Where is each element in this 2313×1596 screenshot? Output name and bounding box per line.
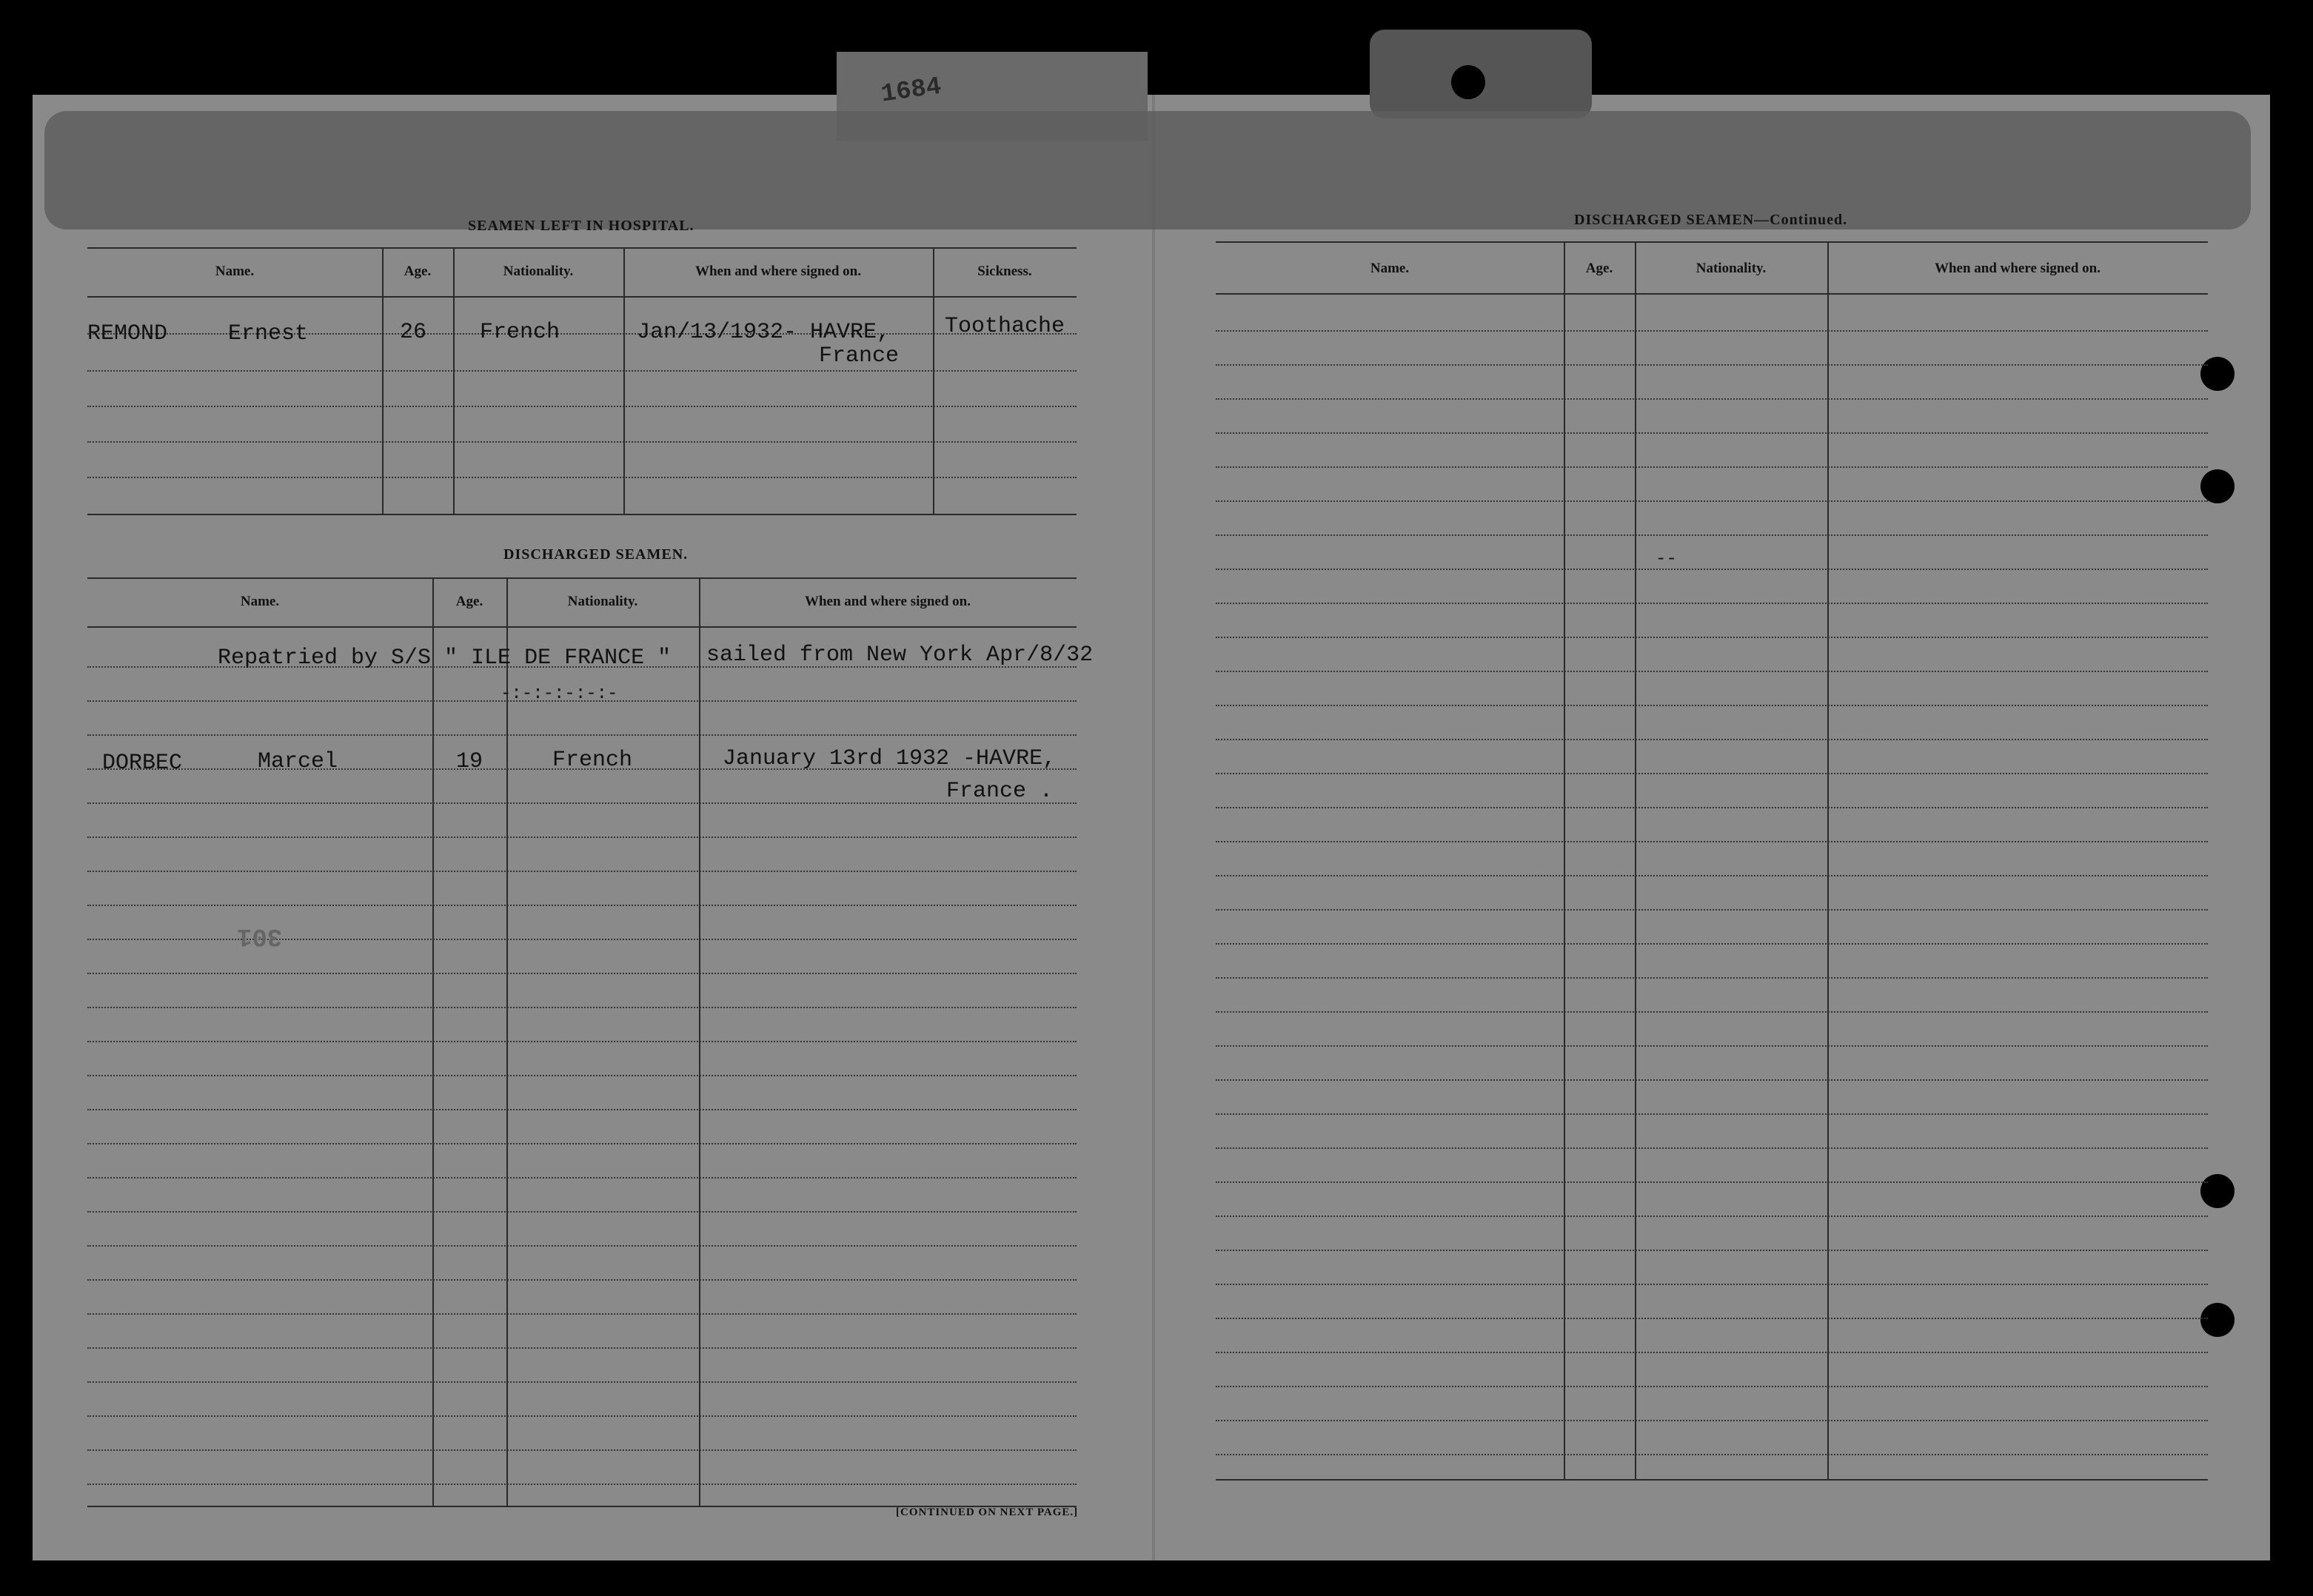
- hospital-age: 26: [400, 320, 427, 345]
- dotted-rule: [87, 939, 1077, 940]
- col-header-name: Name.: [215, 264, 255, 279]
- punch-hole: [2200, 357, 2235, 391]
- discharged-signed-on-country: France .: [946, 779, 1054, 804]
- dotted-rule: [87, 836, 1077, 838]
- punch-hole: [2200, 1303, 2235, 1337]
- dotted-rule: [1216, 1079, 2208, 1081]
- dotted-rule: [1216, 671, 2208, 672]
- dotted-rule: [87, 1109, 1077, 1110]
- dotted-rule: [87, 477, 1077, 478]
- column-divider: [623, 247, 625, 514]
- dotted-rule: [1216, 739, 2208, 740]
- discharged-nationality: French: [552, 748, 633, 773]
- col-header-name: Name.: [1370, 261, 1410, 276]
- hospital-surname: REMOND: [87, 321, 168, 346]
- col-header-age: Age.: [455, 594, 483, 609]
- hospital-given-name: Ernest: [228, 321, 309, 346]
- dotted-rule: [87, 406, 1077, 407]
- dash-mark: --: [1656, 549, 1677, 569]
- hospital-nationality: French: [480, 320, 560, 345]
- continued-note: [CONTINUED ON NEXT PAGE.]: [896, 1506, 1079, 1518]
- dotted-rule: [87, 905, 1077, 906]
- dotted-rule: [87, 370, 1077, 372]
- dotted-rule: [87, 1007, 1077, 1008]
- table-rule: [87, 577, 1077, 579]
- dotted-rule: [1216, 534, 2208, 536]
- dotted-rule: [1216, 1454, 2208, 1455]
- dotted-rule: [87, 973, 1077, 974]
- discharged-age: 19: [456, 749, 483, 774]
- dotted-rule: [87, 1415, 1077, 1417]
- document-sheet: [33, 95, 2270, 1560]
- dotted-rule: [87, 1177, 1077, 1178]
- dotted-rule: [1216, 1113, 2208, 1115]
- discharged-surname: DORBEC: [102, 751, 183, 776]
- dotted-rule: [1216, 330, 2208, 332]
- table-rule: [1216, 293, 2208, 295]
- damaged-top-strip: [44, 111, 2251, 229]
- column-divider: [1564, 241, 1565, 1479]
- table-rule: [87, 247, 1077, 249]
- punch-hole: [1451, 65, 1485, 99]
- dotted-rule: [1216, 773, 2208, 774]
- table-rule: [87, 514, 1077, 515]
- col-header-age: Age.: [404, 264, 432, 279]
- dotted-rule: [87, 1483, 1077, 1485]
- col-header-name: Name.: [240, 594, 280, 609]
- table-rule: [1216, 1479, 2208, 1481]
- dotted-rule: [1216, 364, 2208, 366]
- column-divider: [382, 247, 384, 514]
- dotted-rule: [1216, 1352, 2208, 1353]
- dotted-rule: [1216, 909, 2208, 911]
- repatriation-note: Repatried by S/S " ILE DE FRANCE ": [218, 646, 672, 671]
- hospital-title: SEAMEN LEFT IN HOSPITAL.: [468, 218, 694, 234]
- discharged-signed-on: January 13rd 1932 -HAVRE,: [723, 746, 1057, 771]
- dotted-rule: [87, 441, 1077, 443]
- dotted-rule: [1216, 943, 2208, 945]
- col-header-nationality: Nationality.: [567, 594, 638, 609]
- col-header-sickness: Sickness.: [977, 264, 1032, 279]
- dotted-rule: [1216, 569, 2208, 570]
- discharged-given-name: Marcel: [258, 749, 338, 774]
- discharged-title: DISCHARGED SEAMEN.: [503, 546, 689, 563]
- dotted-rule: [87, 1381, 1077, 1383]
- dotted-rule: [87, 1041, 1077, 1042]
- dotted-rule: [87, 802, 1077, 804]
- col-header-nationality: Nationality.: [503, 264, 574, 279]
- dotted-rule: [1216, 875, 2208, 876]
- column-divider: [1827, 241, 1829, 1479]
- punch-hole: [2200, 1174, 2235, 1208]
- col-header-age: Age.: [1585, 261, 1613, 276]
- dotted-rule: [1216, 705, 2208, 706]
- dotted-rule: [87, 734, 1077, 736]
- dotted-rule: [1216, 1045, 2208, 1047]
- pencil-mark: 301: [237, 922, 283, 950]
- dotted-rule: [87, 1143, 1077, 1144]
- col-header-signed-on: When and where signed on.: [804, 594, 971, 609]
- dotted-rule: [1216, 500, 2208, 502]
- col-header-signed-on: When and where signed on.: [694, 264, 861, 279]
- dotted-rule: [1216, 1216, 2208, 1217]
- dotted-rule: [87, 1211, 1077, 1213]
- col-header-nationality: Nationality.: [1696, 261, 1767, 276]
- stamp-number: 1684: [879, 73, 943, 110]
- dotted-rule: [1216, 1181, 2208, 1183]
- dotted-rule: [1216, 1420, 2208, 1421]
- col-header-signed-on: When and where signed on.: [1934, 261, 2101, 276]
- hospital-signed-on-country: France: [819, 343, 900, 369]
- dotted-rule: [1216, 1147, 2208, 1149]
- dotted-rule: [87, 1075, 1077, 1076]
- table-rule: [87, 296, 1077, 298]
- dotted-rule: [87, 1313, 1077, 1315]
- repatriation-sailing: sailed from New York Apr/8/32: [706, 643, 1094, 668]
- dotted-rule: [1216, 466, 2208, 468]
- dotted-rule: [1216, 1250, 2208, 1251]
- dotted-rule: [1216, 977, 2208, 979]
- table-rule: [1216, 241, 2208, 243]
- dotted-rule: [1216, 637, 2208, 638]
- page-fold: [1152, 95, 1155, 1560]
- dotted-rule: [1216, 1386, 2208, 1387]
- dotted-rule: [87, 1449, 1077, 1451]
- column-divider: [1635, 241, 1636, 1479]
- column-divider: [933, 247, 934, 514]
- dotted-rule: [1216, 1318, 2208, 1319]
- column-divider: [453, 247, 455, 514]
- dotted-rule: [87, 1245, 1077, 1247]
- hospital-sickness: Toothache: [945, 314, 1065, 339]
- dotted-rule: [1216, 807, 2208, 808]
- dotted-rule: [1216, 1011, 2208, 1013]
- continued-title: DISCHARGED SEAMEN—Continued.: [1574, 212, 1848, 228]
- dotted-rule: [1216, 432, 2208, 434]
- dotted-rule: [87, 1279, 1077, 1281]
- dotted-rule: [1216, 603, 2208, 604]
- table-rule: [87, 626, 1077, 628]
- dotted-rule: [1216, 841, 2208, 842]
- punch-hole: [2200, 469, 2235, 503]
- dotted-rule: [1216, 1284, 2208, 1285]
- dotted-rule: [87, 871, 1077, 872]
- dotted-rule: [87, 1347, 1077, 1349]
- dotted-rule: [1216, 398, 2208, 400]
- hospital-signed-on: Jan/13/1932- HAVRE,: [637, 320, 891, 345]
- dash-separator: -:-:-:-:-:-: [501, 684, 618, 704]
